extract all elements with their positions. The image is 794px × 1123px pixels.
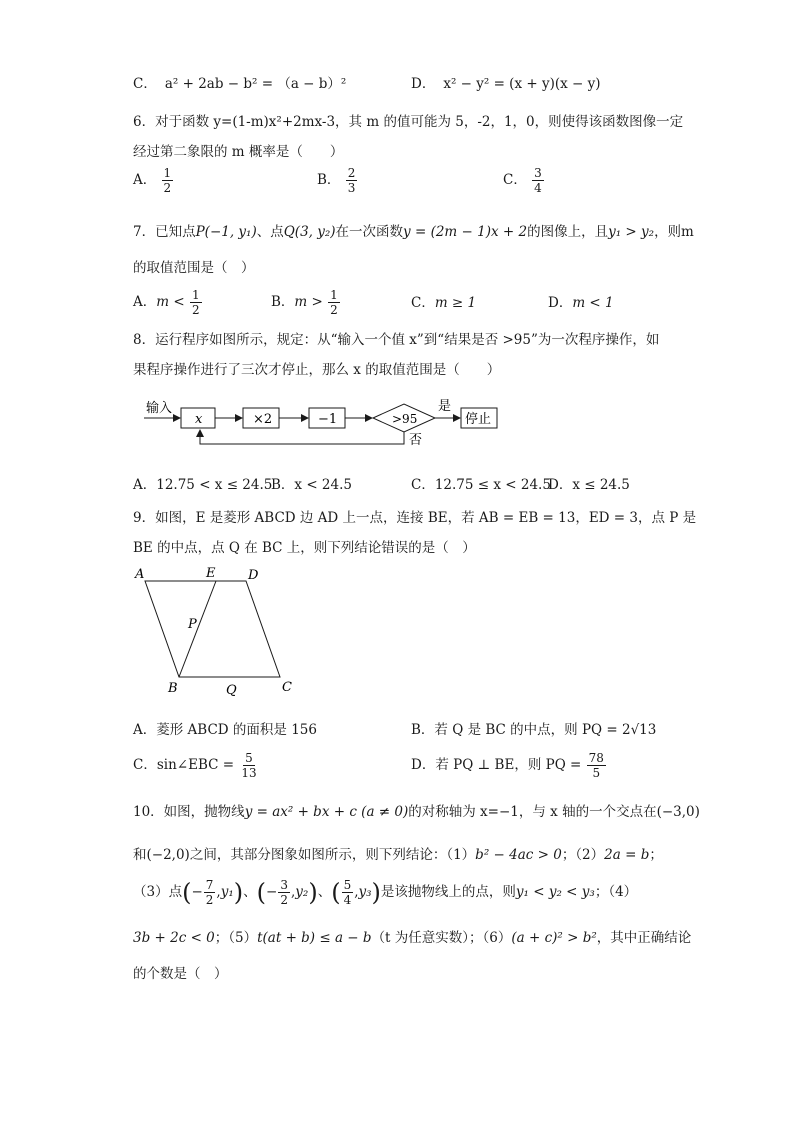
q7-option-c[interactable]: C．m ≥ 1: [411, 295, 477, 311]
label-q: Q: [226, 683, 237, 698]
q8-stem-line2: 果程序操作进行了三次才停止，那么 x 的取值范围是（ ）: [133, 362, 501, 378]
label-c: C: [282, 680, 292, 695]
label-d: D: [248, 568, 259, 583]
fraction: $\frac{5}{13}$: [241, 751, 257, 780]
q7-stem-line2: 的取值范围是（ ）: [133, 260, 255, 276]
flow-yes-label: 是: [438, 399, 452, 414]
flow-decision-label: >95: [392, 412, 418, 426]
label-a: A: [135, 567, 145, 582]
fraction: $\frac{2}{3}$: [347, 166, 356, 195]
flow-box-sub-label: −1: [318, 412, 338, 427]
q9-option-a[interactable]: A．菱形 ABCD 的面积是 156: [133, 722, 317, 738]
q7-option-d[interactable]: D．m < 1: [548, 295, 614, 311]
flow-box-mul-label: ×2: [253, 412, 273, 427]
label-b: B: [168, 681, 178, 696]
flow-box-x-label: x: [195, 412, 203, 427]
fraction: $\frac{3}{4}$: [534, 166, 542, 195]
fraction: $\frac{1}{2}$: [163, 166, 172, 195]
label-e: E: [206, 566, 216, 581]
q8-option-a[interactable]: A．12.75 < x ≤ 24.5: [133, 477, 273, 493]
q10-stem-line3: （3）点(− $\frac{7}{2}$ ,y₁)、(− $\frac{3}{2}$ ,y₂)、( $\frac{5}{4}$ ,y₃)是该抛物线上的点，则y₁ < y₂ < y₃；（4）: [133, 878, 638, 907]
q10-stem-line4: 3b + 2c < 0；（5）t(at + b) ≤ a − b（t 为任意实数）；（6）(a + c)² > b²，其中正确结论: [133, 930, 692, 946]
flow-no-label: 否: [409, 433, 423, 448]
flow-loop-arrow: [200, 430, 404, 444]
q10-stem-line2: 和(−2,0)之间，其部分图象如图所示，则下列结论：（1）b² − 4ac > 0；（2）2a = b；: [133, 847, 663, 863]
q9-option-b[interactable]: B．若 Q 是 BC 的中点，则 PQ = 2√13: [411, 722, 657, 738]
segment-be: [179, 581, 216, 677]
flow-input-label: 输入: [146, 401, 173, 416]
q9-option-c[interactable]: C．sin∠EBC = $\frac{5}{13}$: [133, 751, 257, 780]
label-p: P: [188, 617, 197, 632]
q10-stem-line1: 10．如图，抛物线y = ax² + bx + c (a ≠ 0)的对称轴为 x=−1，与 x 轴的一个交点在(−3,0): [133, 804, 700, 820]
q6-option-a[interactable]: A． $\frac{1}{2}$: [133, 166, 172, 195]
q9-stem-line2: BE 的中点，点 Q 在 BC 上，则下列结论错误的是（ ）: [133, 540, 476, 556]
fraction: $\frac{1}{2}$: [330, 288, 338, 317]
q9-stem-line1: 9．如图，E 是菱形 ABCD 边 AD 上一点，连接 BE，若 AB = EB = 13，ED = 3，点 P 是: [133, 510, 697, 526]
q7-stem-line1: 7．已知点P(−1, y₁)、点Q(3, y₂)在一次函数y = (2m − 1)x + 2的图像上，且y₁ > y₂，则m: [133, 224, 694, 240]
flow-box-stop-label: 停止: [465, 412, 492, 427]
q8-option-d[interactable]: D．x ≤ 24.5: [548, 477, 630, 493]
q8-option-c[interactable]: C．12.75 ≤ x < 24.5: [411, 477, 551, 493]
q6-stem-line1: 6．对于函数 y=(1-m)x²+2mx-3，其 m 的值可能为 5，-2，1，0，则使得该函数图像一定: [133, 114, 684, 130]
rhombus-abcd: [145, 581, 280, 677]
q10-stem-line5: 的个数是（ ）: [133, 966, 228, 982]
fraction: $\frac{78}{5}$: [588, 751, 604, 780]
q8-option-b[interactable]: B．x < 24.5: [271, 477, 352, 493]
q7-option-b[interactable]: B．m > $\frac{1}{2}$: [271, 288, 338, 317]
q5-option-c[interactable]: C． a² + 2ab − b² = （a − b）²: [133, 76, 347, 92]
q8-flowchart: [140, 392, 510, 458]
q9-option-d[interactable]: D．若 PQ ⊥ BE，则 PQ = $\frac{78}{5}$: [411, 751, 604, 780]
q5-option-d[interactable]: D． x² − y² = (x + y)(x − y): [411, 76, 601, 92]
q7-option-a[interactable]: A．m < $\frac{1}{2}$: [133, 288, 200, 317]
q8-stem-line1: 8．运行程序如图所示，规定：从“输入一个值 x”到“结果是否 >95”为一次程序操作，如: [133, 332, 660, 348]
q6-stem-line2: 经过第二象限的 m 概率是（ ）: [133, 144, 344, 160]
q9-rhombus-figure: [130, 562, 310, 700]
q6-option-c[interactable]: C． $\frac{3}{4}$: [503, 166, 542, 195]
fraction: $\frac{1}{2}$: [191, 288, 200, 317]
q6-option-b[interactable]: B． $\frac{2}{3}$: [317, 166, 356, 195]
